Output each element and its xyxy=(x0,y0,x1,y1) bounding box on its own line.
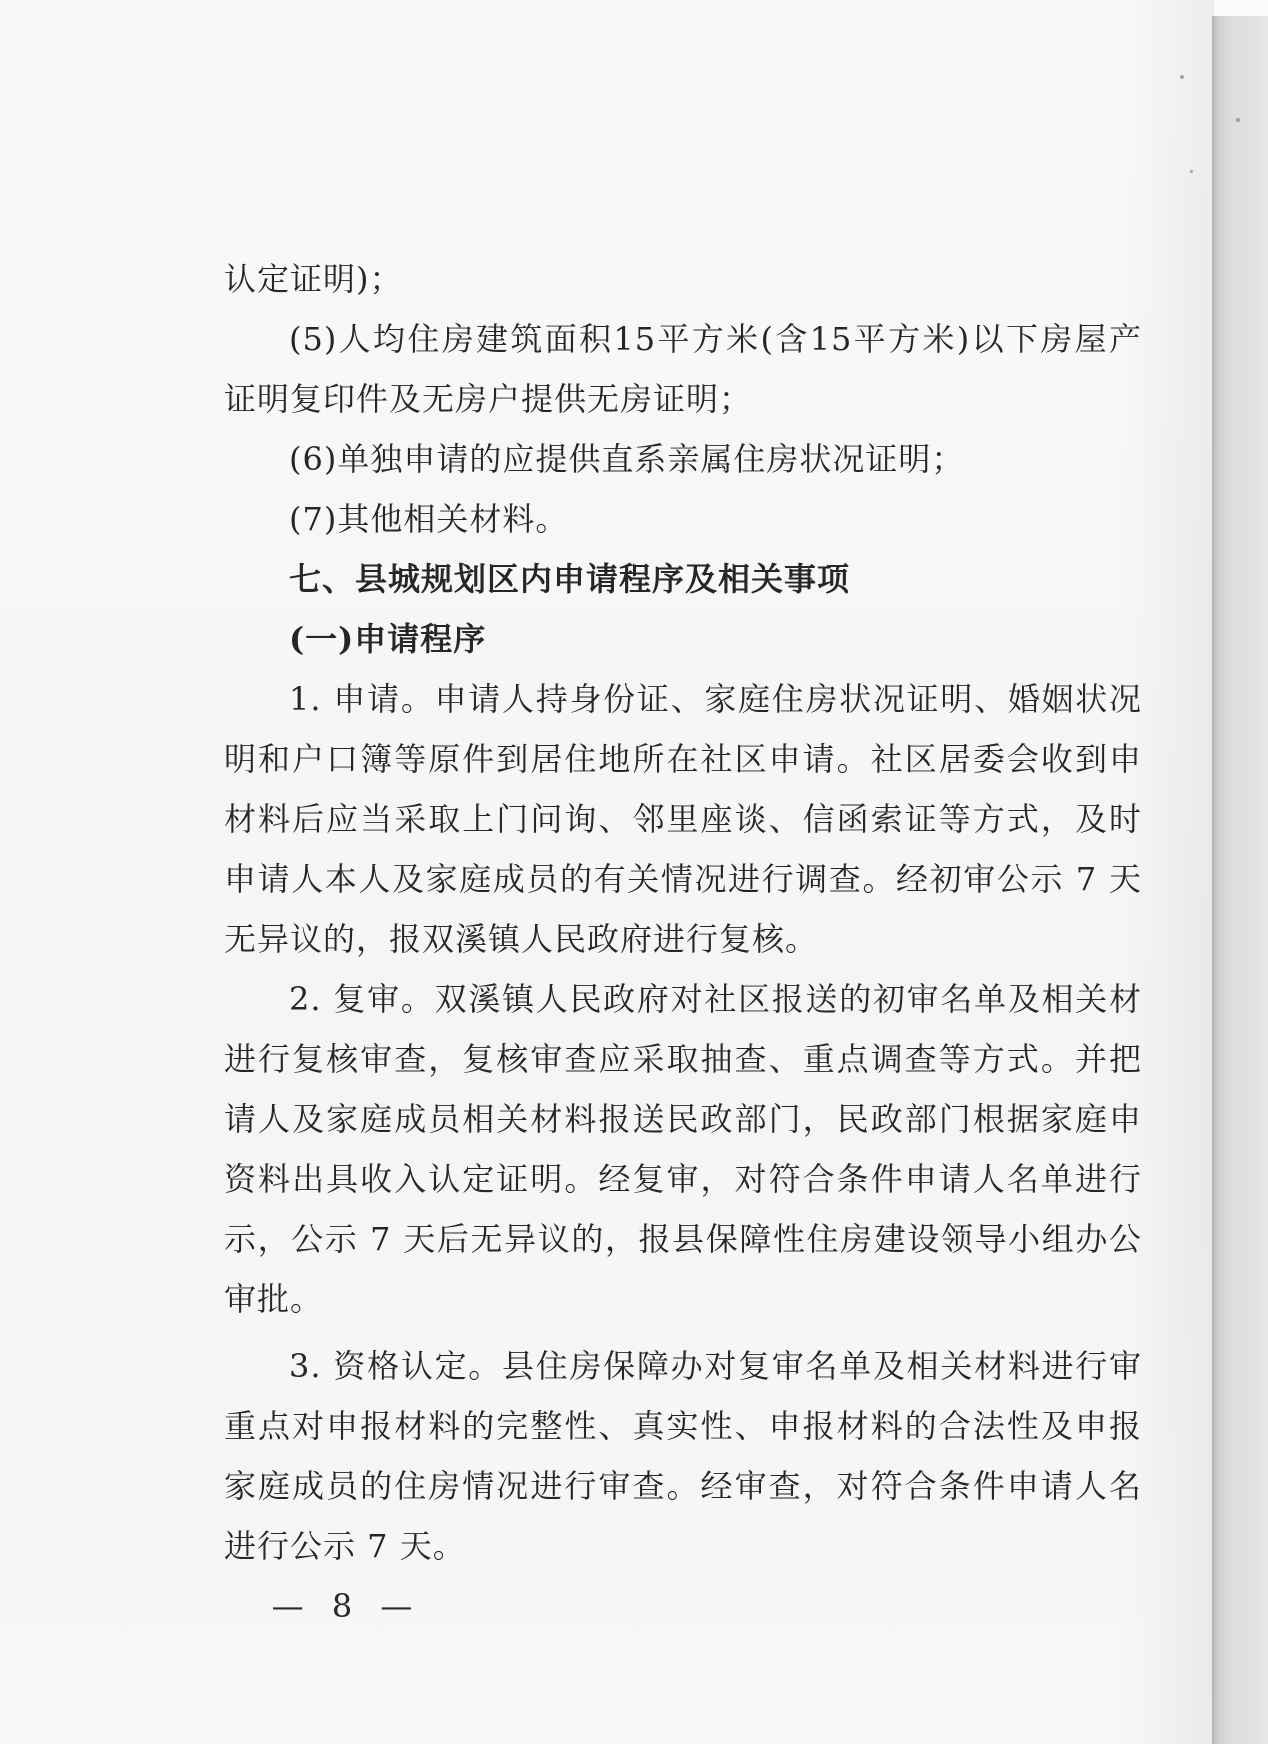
paragraph-line: 证明复印件及无房户提供无房证明； xyxy=(224,380,753,418)
document-body xyxy=(224,249,1142,1576)
paragraph-line: 进行公示 7 天。 xyxy=(224,1527,466,1565)
section-heading: 七、县城规划区内申请程序及相关事项 xyxy=(289,560,851,598)
paragraph-line: 材料后应当采取上门问询、邻里座谈、信函索证等方式，及时 xyxy=(224,800,1142,838)
subsection-heading: (一)申请程序 xyxy=(289,620,487,658)
scan-speck xyxy=(1190,170,1193,173)
paragraph-line: 进行复核审查，复核审查应采取抽查、重点调查等方式。并把 xyxy=(224,1040,1142,1078)
step-2-line: 2. 复审。双溪镇人民政府对社区报送的初审名单及相关材 xyxy=(289,980,1142,1018)
paragraph-line: 请人及家庭成员相关材料报送民政部门，民政部门根据家庭申 xyxy=(224,1100,1142,1138)
paragraph-line: 家庭成员的住房情况进行审查。经审查，对符合条件申请人名 xyxy=(224,1467,1142,1505)
paragraph-line: 申请人本人及家庭成员的有关情况进行调查。经初审公示 7 天 xyxy=(224,860,1142,898)
step-3-line: 3. 资格认定。县住房保障办对复审名单及相关材料进行审 xyxy=(289,1347,1142,1385)
scan-speck xyxy=(1236,118,1240,122)
paragraph-line: 明和户口簿等原件到居住地所在社区申请。社区居委会收到申 xyxy=(224,740,1142,778)
paragraph-line: 无异议的，报双溪镇人民政府进行复核。 xyxy=(224,920,819,958)
paragraph-line: 资料出具收入认定证明。经复审，对符合条件申请人名单进行 xyxy=(224,1160,1142,1198)
paragraph-line: 认定证明)； xyxy=(224,260,403,298)
paragraph-line: 示，公示 7 天后无异议的，报县保障性住房建设领导小组办公 xyxy=(224,1220,1142,1258)
scan-edge-strip xyxy=(1214,16,1268,1744)
scan-speck xyxy=(1180,75,1184,79)
list-item-7: (7)其他相关材料。 xyxy=(289,500,569,538)
scan-edge-top xyxy=(1214,0,1268,16)
page-number: — 8 — xyxy=(271,1587,413,1625)
paragraph-line: 审批。 xyxy=(224,1280,324,1318)
step-1-line: 1. 申请。申请人持身份证、家庭住房状况证明、婚姻状况 xyxy=(289,680,1142,718)
scan-edge-line xyxy=(1212,16,1214,1744)
paragraph-line: 重点对申报材料的完整性、真实性、申报材料的合法性及申报 xyxy=(224,1407,1142,1445)
list-item-5: (5)人均住房建筑面积15平方米(含15平方米)以下房屋产 xyxy=(289,320,1142,358)
list-item-6: (6)单独申请的应提供直系亲属住房状况证明； xyxy=(289,440,965,478)
